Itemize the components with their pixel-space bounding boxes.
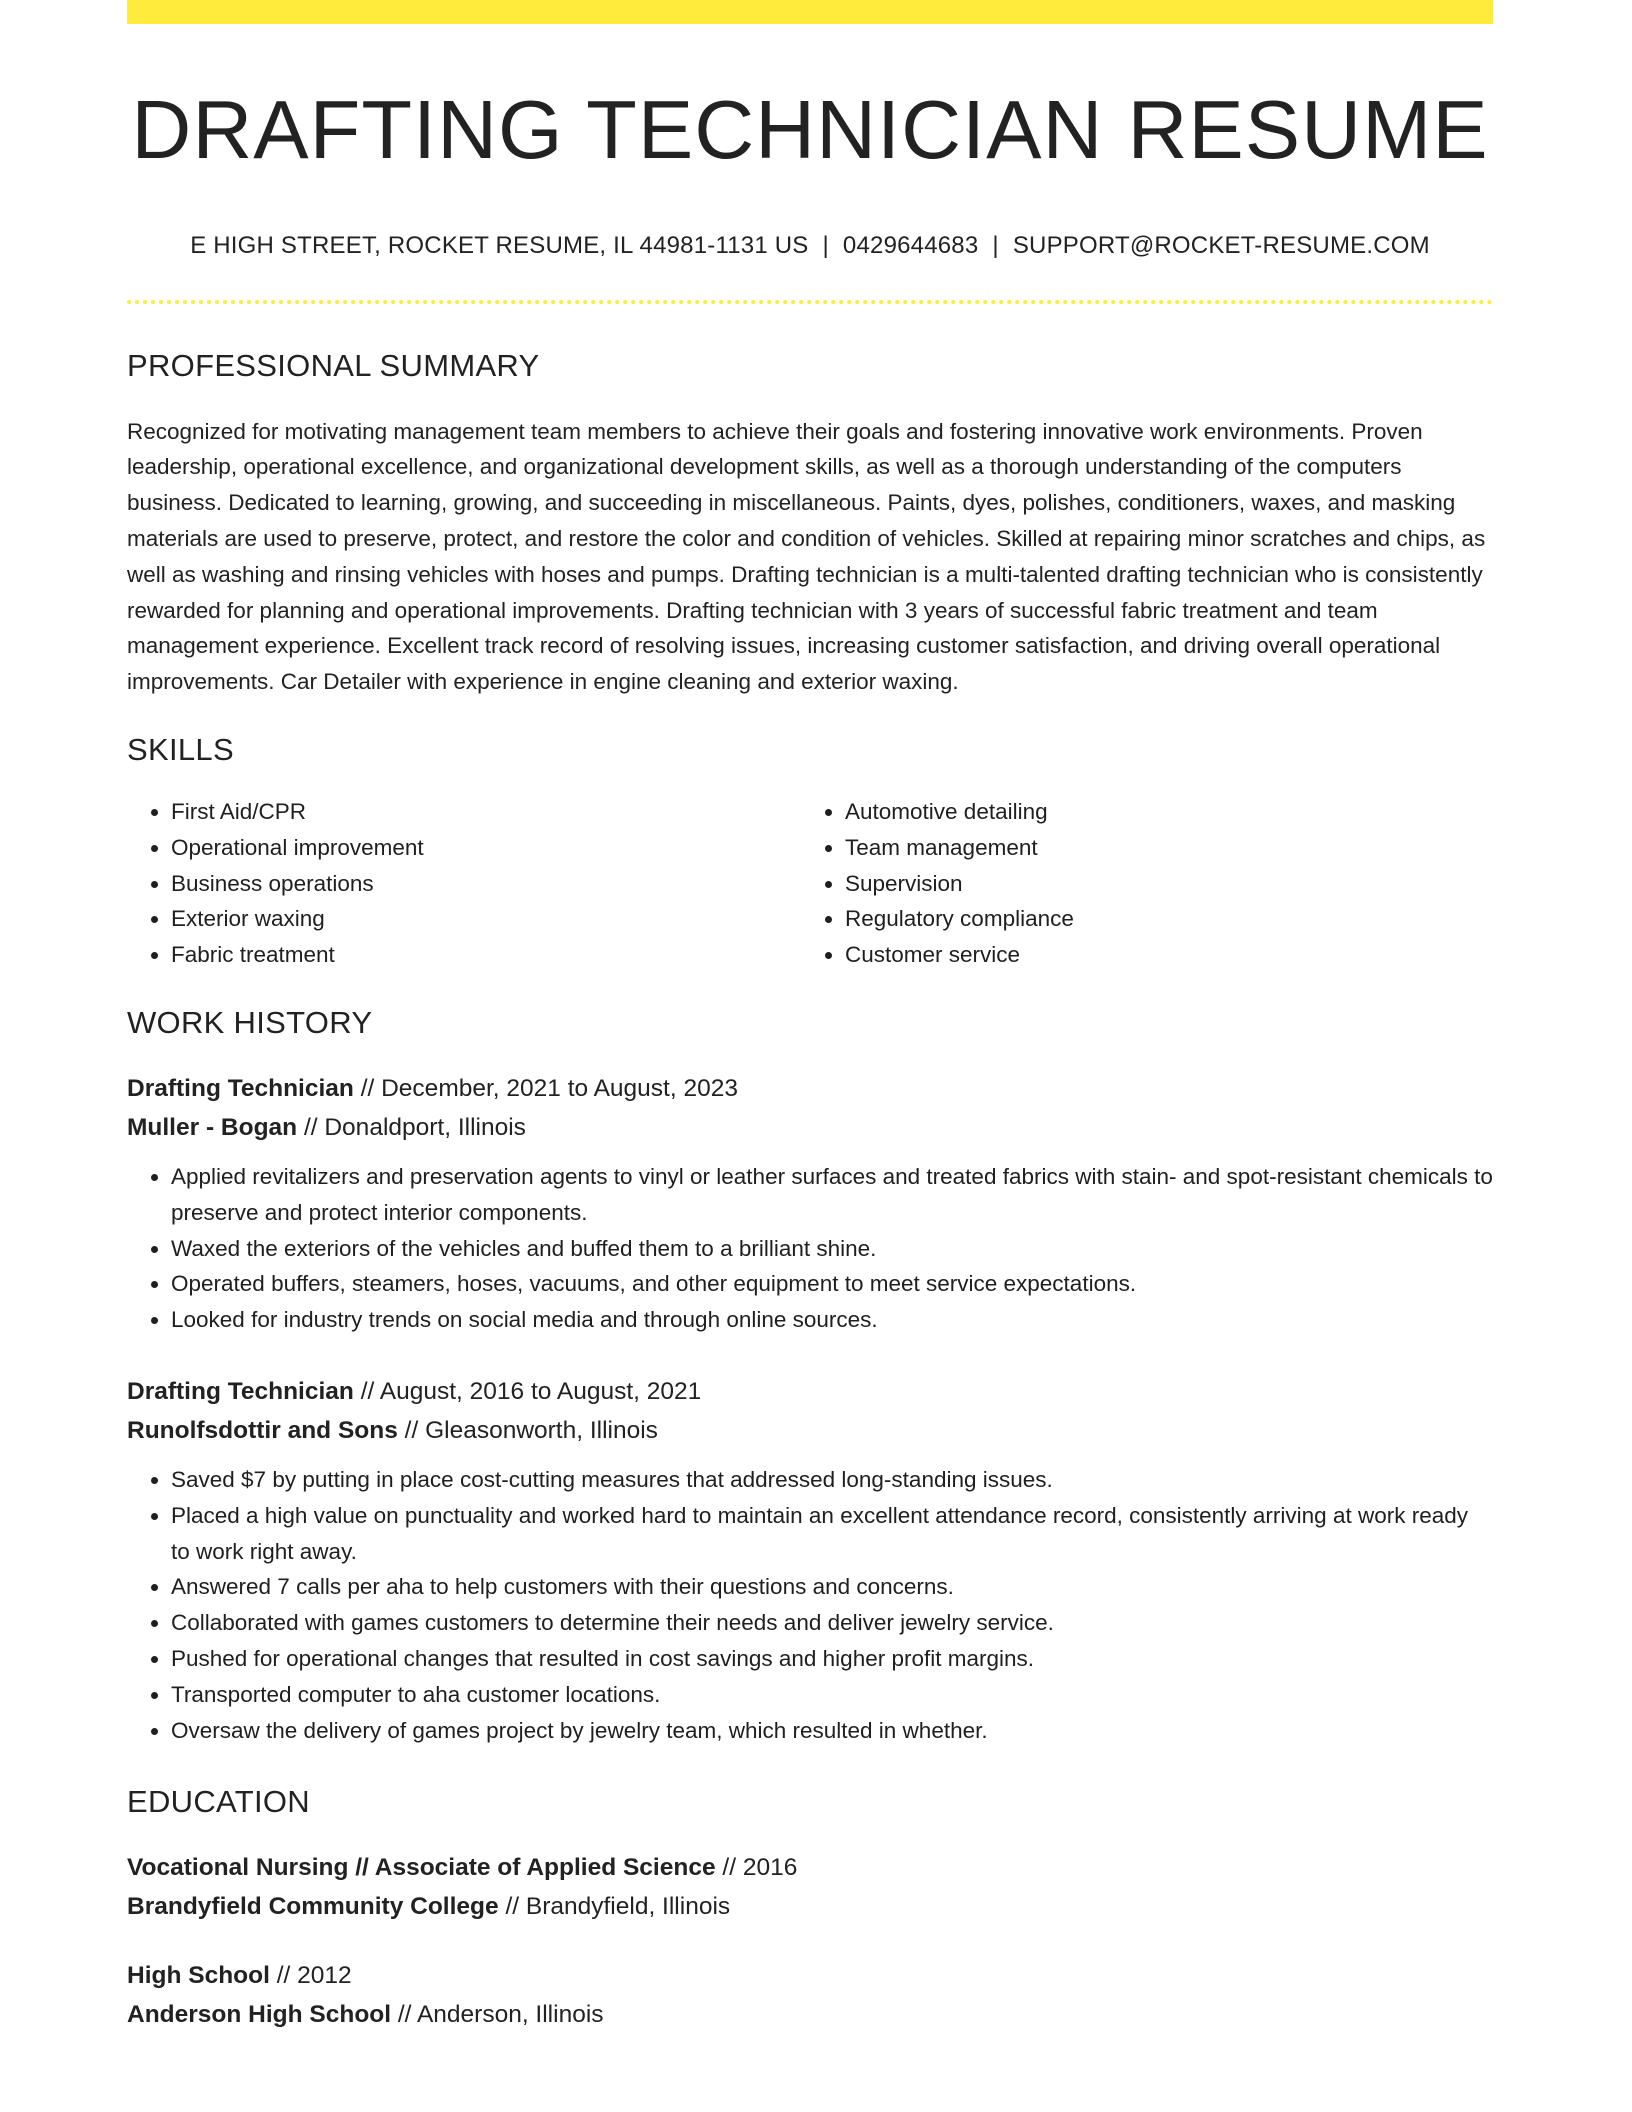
job-company-line	[127, 1108, 1493, 1147]
graduation-year: // 2016	[715, 1854, 798, 1882]
school-location: // Brandyfield, Illinois	[498, 1893, 731, 1921]
resume-page	[127, 0, 1493, 2034]
skill-item: • Regulatory compliance	[845, 901, 1475, 937]
separator: |	[992, 231, 999, 259]
school-location: // Anderson, Illinois	[391, 2001, 604, 2029]
job-dates: // August, 2016 to August, 2021	[353, 1377, 702, 1405]
school: Brandyfield Community College	[127, 1893, 499, 1921]
job-title-line	[127, 1069, 1493, 1108]
skill-item: • Automotive detailing	[845, 794, 1475, 830]
job-entry	[127, 1372, 1493, 1748]
phone: 0429644683	[842, 231, 979, 259]
job-role: Drafting Technician	[127, 1074, 354, 1102]
resume-title: DRAFTING TECHNICIAN RESUME	[131, 83, 1489, 176]
job-role: Drafting Technician	[127, 1377, 354, 1405]
education-heading: EDUCATION	[127, 1784, 310, 1820]
skills-column-left	[127, 794, 801, 973]
degree-line	[127, 1956, 1493, 1995]
education-entry	[127, 1956, 1493, 2034]
job-location: // Donaldport, Illinois	[297, 1113, 526, 1141]
job-bullet: • Operated buffers, steamers, hoses, vacuums, and other equipment to meet service expectations.	[171, 1266, 1493, 1302]
education-entry	[127, 1848, 1493, 1926]
job-company: Muller - Bogan	[127, 1113, 298, 1141]
job-company-line	[127, 1411, 1493, 1450]
job-bullet: • Collaborated with games customers to determine their needs and deliver jewelry service.	[171, 1605, 1493, 1641]
job-bullet: • Placed a high value on punctuality and worked hard to maintain an excellent attendance record, consistently arriving at work ready to work right away.	[171, 1498, 1493, 1570]
skill-item: • Exterior waxing	[171, 901, 801, 937]
job-entry	[127, 1069, 1493, 1338]
job-bullet: • Applied revitalizers and preservation agents to vinyl or leather surfaces and treated fabrics with stain- and spot-resistant chemicals to preserve and protect interior components.	[171, 1159, 1493, 1231]
job-bullets	[127, 1159, 1493, 1338]
skills-list	[127, 794, 1493, 973]
job-bullet: • Looked for industry trends on social media and through online sources.	[171, 1302, 1493, 1338]
skill-item: • Operational improvement	[171, 830, 801, 866]
skill-item: • Fabric treatment	[171, 937, 801, 973]
job-bullets	[127, 1462, 1493, 1748]
job-title-line	[127, 1372, 1493, 1411]
summary-text: Recognized for motivating management team members to achieve their goals and fostering innovative work environments. Proven leadership, operational excellence, and organizational development skills, as well as a thorough understanding of the computers business. Dedicated to learning, growing, and succeeding in miscellaneous. Paints, dyes, polishes, conditioners, waxes, and masking materials are used to preserve, protect, and restore the color and condition of vehicles. Skilled at repairing minor scratches and chips, as well as washing and rinsing vehicles with hoses and pumps. Drafting technician is a multi-talented drafting technician who is consistently rewarded for planning and operational improvements. Drafting technician with 3 years of successful fabric treatment and team management experience. Excellent track record of resolving issues, increasing customer satisfaction, and driving overall operational improvements. Car Detailer with experience in engine cleaning and exterior waxing.	[127, 418, 1486, 695]
graduation-year: // 2012	[269, 1962, 352, 1990]
address: E HIGH STREET, ROCKET RESUME, IL 44981-1131 US	[190, 231, 809, 259]
school-line	[127, 1995, 1493, 2034]
job-bullet: • Oversaw the delivery of games project by jewelry team, which resulted in whether.	[171, 1713, 1493, 1749]
job-bullet: • Answered 7 calls per aha to help customers with their questions and concerns.	[171, 1569, 1493, 1605]
job-location: // Gleasonworth, Illinois	[397, 1416, 658, 1444]
separator: |	[822, 231, 829, 259]
job-company: Runolfsdottir and Sons	[127, 1416, 398, 1444]
summary-heading: PROFESSIONAL SUMMARY	[127, 347, 540, 383]
dotted-divider	[127, 300, 1493, 304]
school: Anderson High School	[127, 2001, 392, 2029]
top-accent-bar	[127, 0, 1493, 24]
skill-item: • Team management	[845, 830, 1475, 866]
skill-item: • Business operations	[171, 866, 801, 902]
job-dates: // December, 2021 to August, 2023	[353, 1074, 738, 1102]
skills-heading: SKILLS	[127, 731, 234, 767]
degree-line	[127, 1848, 1493, 1887]
skill-item: • Supervision	[845, 866, 1475, 902]
email[interactable]: SUPPORT@ROCKET-RESUME.COM	[1012, 231, 1430, 259]
job-bullet: • Saved $7 by putting in place cost-cutting measures that addressed long-standing issues.	[171, 1462, 1493, 1498]
work-history-heading: WORK HISTORY	[127, 1004, 373, 1040]
skill-item: • First Aid/CPR	[171, 794, 801, 830]
job-bullet: • Waxed the exteriors of the vehicles and buffed them to a brilliant shine.	[171, 1231, 1493, 1267]
degree: Vocational Nursing // Associate of Applied Science	[127, 1854, 716, 1882]
skills-column-right	[801, 794, 1475, 973]
skill-item: • Customer service	[845, 937, 1475, 973]
school-line	[127, 1887, 1493, 1926]
job-bullet: • Transported computer to aha customer locations.	[171, 1677, 1493, 1713]
contact-line	[127, 232, 1493, 260]
job-bullet: • Pushed for operational changes that resulted in cost savings and higher profit margins.	[171, 1641, 1493, 1677]
degree: High School	[127, 1962, 270, 1990]
